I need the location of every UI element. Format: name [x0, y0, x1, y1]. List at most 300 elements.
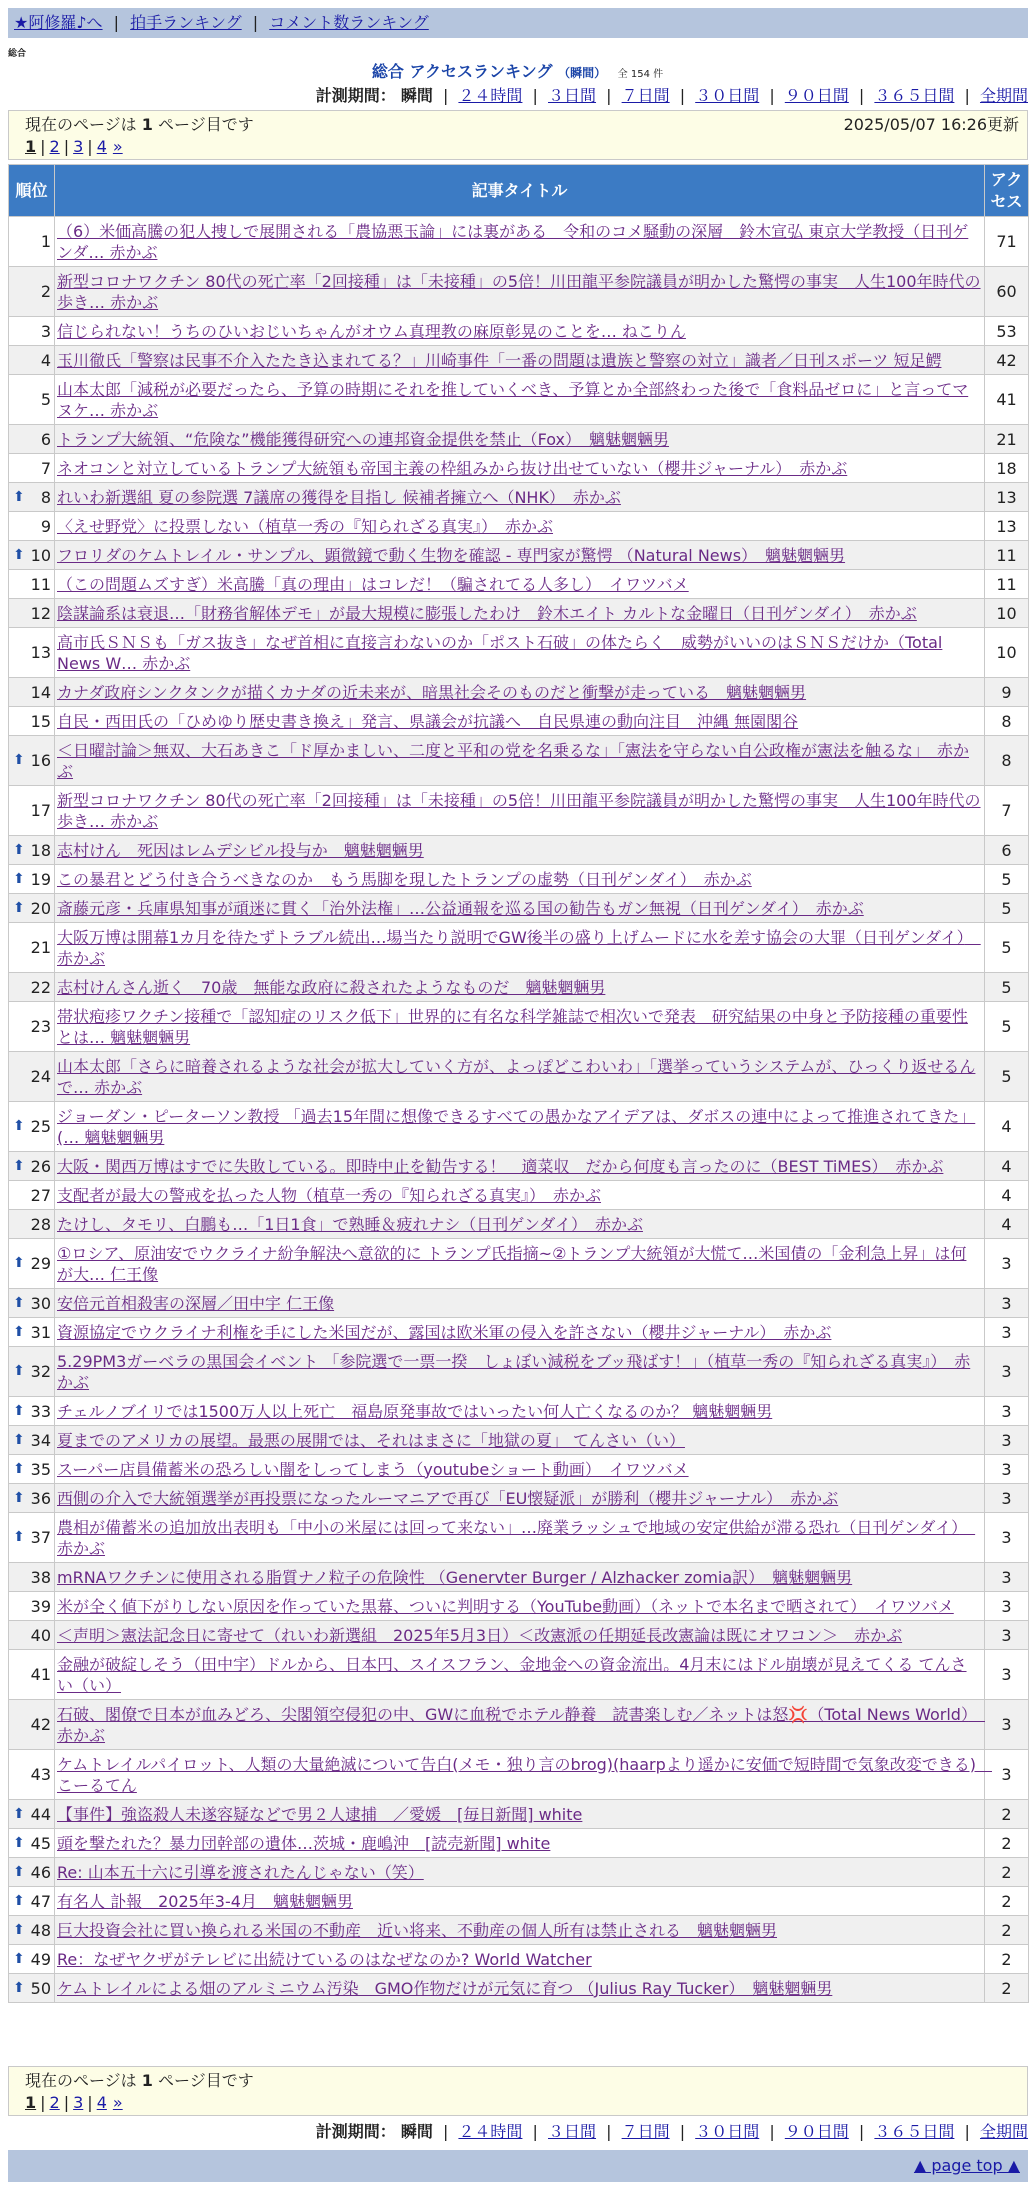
table-row: [9, 1239, 1029, 1289]
rank-number: 16: [30, 751, 51, 770]
rank-number: 44: [30, 1804, 51, 1824]
access-count: 5: [985, 865, 1029, 894]
rank-cell: [9, 1484, 55, 1513]
rank-cell: [9, 1002, 55, 1052]
pager-bottom: [8, 2066, 1028, 2116]
rank-cell: [9, 217, 55, 267]
title-cell: [55, 923, 985, 973]
table-header-row: [9, 165, 1029, 217]
page-status-prefix: 現在のページは: [25, 2071, 137, 2090]
rank-number: 50: [30, 1978, 51, 1998]
access-count: 60: [985, 267, 1029, 317]
article-title-link[interactable]: 信じられない！うちのひいおじいちゃんがオウム真理教の麻原彰晃のことを… ねこりん: [57, 321, 686, 341]
article-title-link[interactable]: （この問題ムズすぎ）米高騰「真の理由」はコレだ！（騙されてる人多し） イワツバメ: [57, 574, 689, 594]
title-cell: [55, 267, 985, 317]
up-arrow-icon: ⬆: [13, 1529, 25, 1545]
article-title-link[interactable]: 資源協定でウクライナ利権を手にした米国だが、露国は欧米軍の侵入を許さない（櫻井ジャーナル） 赤かぶ: [57, 1322, 832, 1342]
rank-cell: [9, 267, 55, 317]
access-count: 10: [985, 599, 1029, 628]
ranking-table: [8, 164, 1029, 2003]
page-link-1[interactable]: 1: [25, 2093, 37, 2112]
table-row: [9, 1002, 1029, 1052]
rank-cell: [9, 454, 55, 483]
access-count: 3: [985, 1484, 1029, 1513]
period-separator: |: [442, 86, 449, 105]
access-count: 3: [985, 1426, 1029, 1455]
title-cell: [55, 1052, 985, 1102]
rank-number: 3: [40, 321, 51, 341]
period-separator: |: [769, 2122, 775, 2141]
period-separator: |: [858, 2122, 865, 2141]
up-arrow-icon: ⬆: [13, 1255, 25, 1271]
rank-cell: [9, 1945, 55, 1974]
nav-separator: |: [252, 13, 259, 32]
article-title-link[interactable]: 志村けんさん逝く 70歳 無能な政府に殺されたようなものだ 魑魅魍魎男: [57, 977, 606, 997]
rank-cell: [9, 1102, 55, 1152]
rank-cell: [9, 1974, 55, 2003]
rank-number: 28: [30, 1214, 51, 1234]
table-row: [9, 1426, 1029, 1455]
rank-number: 15: [30, 711, 51, 731]
access-count: 3: [985, 1318, 1029, 1347]
article-title-link[interactable]: ケムトレイルによる畑のアルミニウム汚染 GMO作物だけが元気に育つ （Julius Ray Tucker） 魑魅魍魎男: [57, 1978, 833, 1998]
table-row: [9, 1974, 1029, 2003]
rank-cell: [9, 1858, 55, 1887]
page-top-link[interactable]: ▲ page top ▲: [913, 2156, 1020, 2175]
period-30d-link[interactable]: ３０日間: [695, 86, 760, 105]
rank-cell: [9, 599, 55, 628]
page-link-2[interactable]: 2: [49, 137, 60, 156]
page-separator: |: [63, 2093, 70, 2112]
access-count: 3: [985, 1563, 1029, 1592]
table-row: [9, 786, 1029, 836]
rank-cell: [9, 1621, 55, 1650]
rank-number: 40: [30, 1625, 51, 1645]
page-status-suffix: ページ目です: [158, 2071, 254, 2090]
table-row: [9, 1210, 1029, 1239]
access-count: 6: [985, 836, 1029, 865]
access-count: 18: [985, 454, 1029, 483]
period-selector-top: [316, 86, 1028, 106]
title-cell: [55, 865, 985, 894]
table-row: [9, 425, 1029, 454]
title-cell: [55, 1650, 985, 1700]
article-title-link[interactable]: ネオコンと対立しているトランプ大統領も帝国主義の枠組みから抜け出せていない（櫻井ジャーナル） 赤かぶ: [57, 458, 848, 478]
article-title-link[interactable]: スーパー店員備蓄米の恐ろしい闇をしってしまう（youtubeショート動画） イワツバメ: [57, 1459, 689, 1479]
period-7d-link[interactable]: ７日間: [621, 2122, 670, 2141]
table-row: [9, 894, 1029, 923]
rank-number: 18: [30, 840, 51, 860]
rank-number: 1: [40, 232, 51, 251]
access-count: 2: [985, 1800, 1029, 1829]
title-cell: [55, 425, 985, 454]
article-title-link[interactable]: 自民・西田氏の「ひめゆり歴史書き換え」発言、県議会が抗議へ 自民県連の動向注目 沖縄 無園閣谷: [57, 711, 799, 731]
article-title-link[interactable]: カナダ政府シンクタンクが描くカナダの近未来が、暗黒社会そのものだと衝撃が走っている 魑魅魍魎男: [57, 682, 807, 702]
access-count: 21: [985, 425, 1029, 454]
article-title-link[interactable]: ＜声明＞憲法記念日に寄せて（れいわ新選組 2025年5月3日）＜改憲派の任期延長改憲論は既にオワコン＞ 赤かぶ: [57, 1625, 903, 1645]
period-current: 瞬間: [400, 86, 433, 105]
article-title-link[interactable]: この暴君とどう付き合うべきなのか もう馬脚を現したトランプの虚勢（日刊ゲンダイ） 赤かぶ: [57, 869, 752, 889]
article-title-link[interactable]: 西側の介入で大統領選挙が再投票になったルーマニアで再び「EU懐疑派」が勝利（櫻井ジャーナル） 赤かぶ: [57, 1488, 839, 1508]
title-cell: [55, 1700, 985, 1750]
table-row: [9, 1887, 1029, 1916]
rank-number: 21: [30, 938, 51, 957]
page-link-4[interactable]: 4: [96, 137, 107, 156]
home-link[interactable]: ★阿修羅♪へ: [14, 13, 103, 32]
access-count: 42: [985, 346, 1029, 375]
comment-ranking-link[interactable]: コメント数ランキング: [269, 13, 429, 32]
page-next-link[interactable]: »: [112, 2093, 123, 2112]
table-row: [9, 1829, 1029, 1858]
access-count: 2: [985, 1858, 1029, 1887]
page-separator: |: [63, 137, 70, 156]
rank-number: 35: [30, 1459, 51, 1479]
title-cell: [55, 599, 985, 628]
rank-cell: [9, 375, 55, 425]
article-title-link[interactable]: （6）米価高騰の犯人捜しで展開される「農協悪玉論」には裏がある 令和のコメ騒動の深層 鈴木宣弘 東京大学教授（日刊ゲンダ… 赤かぶ: [57, 221, 969, 262]
page-link-3[interactable]: 3: [73, 137, 84, 156]
table-row: [9, 1621, 1029, 1650]
rank-cell: [9, 865, 55, 894]
table-row: [9, 570, 1029, 599]
rank-cell: [9, 346, 55, 375]
table-row: [9, 973, 1029, 1002]
access-count: 5: [985, 973, 1029, 1002]
article-title-link[interactable]: ①ロシア、原油安でウクライナ紛争解決へ意欲的に トランプ氏指摘~②トランプ大統領が大慌て…米国債の「金利急上昇」は何が大… 仁王像: [57, 1243, 967, 1284]
title-column-header: 記事タイトル: [55, 165, 985, 217]
access-count: 3: [985, 1289, 1029, 1318]
table-row: [9, 678, 1029, 707]
up-arrow-icon: ⬆: [13, 1834, 25, 1851]
table-row: [9, 1916, 1029, 1945]
article-title-link[interactable]: 金融が破綻しそう（田中宇）ドルから、日本円、スイスフラン、金地金への資金流出。4月末にはドル崩壊が見えてくる てんさい（い）: [57, 1654, 967, 1695]
title-cell: [55, 973, 985, 1002]
period-separator: |: [858, 86, 865, 105]
access-count: 41: [985, 375, 1029, 425]
table-row: [9, 599, 1029, 628]
ranking-table-body: [9, 217, 1029, 2003]
period-current: 瞬間: [400, 2122, 433, 2141]
nav-separator: |: [113, 13, 120, 32]
article-title-link[interactable]: 安倍元首相殺害の深層／田中宇 仁王像: [57, 1293, 335, 1313]
access-count: 5: [985, 894, 1029, 923]
rank-number: 47: [30, 1891, 51, 1911]
title-cell: [55, 1945, 985, 1974]
table-row: [9, 923, 1029, 973]
article-title-link[interactable]: 斎藤元彦・兵庫県知事が頑迷に貫く「治外法権」…公益通報を巡る国の勧告もガン無視（日刊ゲンダイ） 赤かぶ: [57, 898, 864, 918]
article-title-link[interactable]: 支配者が最大の警戒を払った人物（植草一秀の『知られざる真実』） 赤かぶ: [57, 1185, 602, 1205]
period-3d-link[interactable]: ３日間: [548, 86, 597, 105]
article-title-link[interactable]: 帯状疱疹ワクチン接種で「認知症のリスク低下」世界的に有名な科学雑誌で相次いで発表 研究結果の中身と予防接種の重要性とは… 魑魅魍魎男: [57, 1006, 968, 1047]
access-count: 2: [985, 1887, 1029, 1916]
period-all-link[interactable]: 全期間: [979, 2122, 1028, 2141]
article-title-link[interactable]: 山本太郎「さらに暗養されるような社会が拡大していく方が、よっぽどこわいわ」「選挙っていうシステムが、ひっくり返せるんで… 赤かぶ: [57, 1056, 976, 1097]
access-count: 5: [985, 923, 1029, 973]
title-cell: [55, 1002, 985, 1052]
rank-number: 10: [30, 545, 51, 565]
period-separator: |: [679, 86, 686, 105]
rank-cell: [9, 1650, 55, 1700]
title-cell: [55, 786, 985, 836]
title-cell: [55, 1563, 985, 1592]
table-row: [9, 628, 1029, 678]
article-title-link[interactable]: たけし、タモリ、白鵬も…「1日1食」で熟睡＆疲れナシ（日刊ゲンダイ） 赤かぶ: [57, 1214, 643, 1234]
period-separator: |: [964, 86, 970, 105]
article-title-link[interactable]: 新型コロナワクチン 80代の死亡率「2回接種」は「未接種」の5倍！川田龍平参院議員が明かした驚愕の事実 人生100年時代の歩き… 赤かぶ: [57, 271, 981, 312]
rank-number: 39: [30, 1596, 51, 1616]
table-row: [9, 836, 1029, 865]
article-title-link[interactable]: ＜日曜討論＞無双、大石あきこ「ド厚かましい、二度と平和の党を名乗るな」「憲法を守らない自公政権が憲法を触るな」 赤かぶ: [57, 740, 970, 781]
rank-number: 43: [30, 1765, 51, 1784]
article-title-link[interactable]: 志村けん 死因はレムデシビル投与か 魑魅魍魎男: [57, 840, 424, 860]
table-row: [9, 1397, 1029, 1426]
rank-number: 49: [30, 1949, 51, 1969]
access-count: 10: [985, 628, 1029, 678]
period-separator: |: [532, 86, 538, 105]
period-7d-link[interactable]: ７日間: [621, 86, 670, 105]
up-arrow-icon: ⬆: [13, 1363, 25, 1379]
article-title-link[interactable]: 山本太郎「減税が必要だったら、予算の時期にそれを推していくべき、予算とか全部終わった後で「食料品ゼロに」と言ってマヌケ… 赤かぶ: [57, 379, 969, 420]
access-count: 3: [985, 1650, 1029, 1700]
article-title-link[interactable]: 5.29PM3ガーベラの黒国会イベント 「参院選で一票一揆 しょぼい減税をブッ飛ばす！」（植草一秀の『知られざる真実』） 赤かぶ: [57, 1351, 971, 1392]
article-title-link[interactable]: 玉川徹氏「警察は民事不介入たたき込まれてる？」川崎事件「一番の問題は遺族と警察の対立」識者／日刊スポーツ 短足鰐: [57, 350, 942, 370]
rank-cell: [9, 707, 55, 736]
article-title-link[interactable]: Re: 山本五十六に引導を渡されたんじゃない（笑）: [57, 1862, 424, 1882]
up-arrow-icon: ⬆: [13, 546, 25, 563]
page-status-prefix: 現在のページは: [25, 115, 137, 134]
rank-cell: [9, 973, 55, 1002]
article-title-link[interactable]: 陰謀論系は衰退…「財務省解体デモ」が最大規模に膨張したわけ 鈴木エイト カルトな金曜日（日刊ゲンダイ） 赤かぶ: [57, 603, 917, 623]
access-count: 71: [985, 217, 1029, 267]
rank-number: 45: [30, 1833, 51, 1853]
rank-number: 23: [30, 1017, 51, 1036]
pager-top: [8, 110, 1028, 160]
page-link-1[interactable]: 1: [25, 137, 37, 156]
period-90d-link[interactable]: ９０日間: [784, 2122, 849, 2141]
title-cell: [55, 707, 985, 736]
rank-number: 11: [30, 574, 51, 594]
title-cell: [55, 1455, 985, 1484]
period-separator: |: [442, 2122, 449, 2141]
table-row: [9, 1102, 1029, 1152]
clap-ranking-link[interactable]: 拍手ランキング: [130, 13, 242, 32]
title-cell: [55, 678, 985, 707]
access-count: 11: [985, 570, 1029, 599]
up-arrow-icon: ⬆: [13, 1950, 25, 1967]
table-row: [9, 1347, 1029, 1397]
access-count: 8: [985, 707, 1029, 736]
rank-cell: [9, 1318, 55, 1347]
access-count: 4: [985, 1102, 1029, 1152]
rank-cell: [9, 317, 55, 346]
title-cell: [55, 1858, 985, 1887]
title-cell: [55, 1829, 985, 1858]
rank-cell: [9, 736, 55, 786]
rank-number: 20: [30, 898, 51, 918]
period-365d-link[interactable]: ３６５日間: [874, 86, 955, 105]
rank-number: 6: [40, 429, 51, 449]
access-count: 4: [985, 1181, 1029, 1210]
title-cell: [55, 1592, 985, 1621]
access-count: 11: [985, 541, 1029, 570]
page-link-2[interactable]: 2: [49, 2093, 60, 2112]
rank-cell: [9, 894, 55, 923]
article-title-link[interactable]: トランプ大統領、“危険な”機能獲得研究への連邦資金提供を禁止（Fox） 魑魅魍魎男: [57, 429, 669, 449]
rank-number: 9: [40, 516, 51, 536]
table-row: [9, 1650, 1029, 1700]
article-title-link[interactable]: ケムトレイルパイロット、人類の大量絶滅について告白(メモ・独り言のbrog)(haarpより遥かに安価で短時間で気象改変できる) こーるてん: [57, 1754, 992, 1795]
table-row: [9, 541, 1029, 570]
rank-cell: [9, 1800, 55, 1829]
title-cell: [55, 375, 985, 425]
footer-bar: [8, 2150, 1028, 2182]
title-cell: [55, 1397, 985, 1426]
title-cell: [55, 1152, 985, 1181]
table-row: [9, 267, 1029, 317]
page-link-4[interactable]: 4: [96, 2093, 107, 2112]
article-title-link[interactable]: 石破、閣僚で日本が血みどろ、尖閣領空侵犯の中、GWに血税でホテル静養 読書楽しむ／ネットは怒💢（Total News World） 赤かぶ: [57, 1704, 985, 1745]
page-status-number: 1: [141, 115, 153, 134]
article-title-link[interactable]: 〈えせ野党〉に投票しない（植草一秀の『知られざる真実』） 赤かぶ: [57, 516, 554, 536]
up-arrow-icon: ⬆: [13, 1157, 25, 1174]
rank-number: 12: [30, 603, 51, 623]
title-cell: [55, 570, 985, 599]
rank-cell: [9, 1181, 55, 1210]
period-24h-link[interactable]: ２４時間: [458, 2122, 523, 2141]
title-cell: [55, 346, 985, 375]
access-count: 13: [985, 512, 1029, 541]
rank-number: 29: [30, 1254, 51, 1273]
title-cell: [55, 483, 985, 512]
rank-number: 32: [30, 1362, 51, 1381]
table-row: [9, 346, 1029, 375]
page-link-3[interactable]: 3: [73, 2093, 84, 2112]
period-separator: |: [769, 86, 775, 105]
page-status: [25, 2070, 1011, 2091]
page-next-link[interactable]: »: [112, 137, 123, 156]
period-30d-link[interactable]: ３０日間: [695, 2122, 760, 2141]
rank-number: 38: [30, 1567, 51, 1587]
table-row: [9, 865, 1029, 894]
title-cell: [55, 894, 985, 923]
total-count: 全 154 件: [617, 69, 664, 80]
title-cell: [55, 1289, 985, 1318]
page-links: [25, 136, 1011, 157]
title-cell: [55, 1102, 985, 1152]
rank-cell: [9, 786, 55, 836]
table-row: [9, 1700, 1029, 1750]
up-arrow-icon: ⬆: [13, 1979, 25, 1996]
up-arrow-icon: ⬆: [13, 1323, 25, 1340]
rank-cell: [9, 483, 55, 512]
period-24h-link[interactable]: ２４時間: [458, 86, 523, 105]
article-title-link[interactable]: れいわ新選組 夏の参院選 7議席の獲得を目指し 候補者擁立へ（NHK） 赤かぶ: [57, 487, 621, 507]
table-row: [9, 512, 1029, 541]
access-count: 3: [985, 1513, 1029, 1563]
rank-cell: [9, 541, 55, 570]
up-arrow-icon: ⬆: [13, 899, 25, 916]
article-title-link[interactable]: フロリダのケムトレイル・サンプル、顕微鏡で動く生物を確認 - 専門家が驚愕 （Natural News） 魑魅魍魎男: [57, 545, 846, 565]
period-365d-link[interactable]: ３６５日間: [874, 2122, 955, 2141]
rank-number: 22: [30, 977, 51, 997]
rank-number: 5: [40, 390, 51, 409]
article-title-link[interactable]: Re：なぜヤクザがテレビに出続けているのはなぜなのか? World Watcher: [57, 1949, 592, 1969]
title-cell: [55, 1484, 985, 1513]
rank-cell: [9, 923, 55, 973]
article-title-link[interactable]: 有名人 訃報 2025年3-4月 魑魅魍魎男: [57, 1891, 353, 1911]
rank-cell: [9, 1592, 55, 1621]
title-cell: [55, 1750, 992, 1800]
table-row: [9, 317, 1029, 346]
access-count: 4: [985, 1210, 1029, 1239]
period-separator: |: [606, 86, 612, 105]
top-navigation-bar: [8, 8, 1028, 38]
rank-cell: [9, 512, 55, 541]
rank-cell: [9, 836, 55, 865]
period-all-link[interactable]: 全期間: [979, 86, 1028, 105]
article-title-link[interactable]: mRNAワクチンに使用される脂質ナノ粒子の危険性 （Genervter Burger / Alzhacker zomia訳） 魑魅魍魎男: [57, 1567, 853, 1587]
table-row: [9, 1563, 1029, 1592]
access-count: 9: [985, 678, 1029, 707]
period-3d-link[interactable]: ３日間: [548, 2122, 597, 2141]
table-row: [9, 1513, 1029, 1563]
rank-number: 27: [30, 1185, 51, 1205]
table-row: [9, 483, 1029, 512]
title-cell: [55, 454, 985, 483]
article-title-link[interactable]: ジョーダン・ピーターソン教授 「過去15年間に想像できるすべての愚かなアイデアは、ダボスの連中によって推進されてきた」(… 魑魅魍魎男: [57, 1106, 976, 1147]
article-title-link[interactable]: 巨大投資会社に買い換られる米国の不動産 近い将来、不動産の個人所有は禁止される 魑魅魍魎男: [57, 1920, 778, 1940]
article-title-link[interactable]: 米が全く値下がりしない原因を作っていた黒幕、ついに判明する（YouTube動画）（ネットで本名まで晒されて） イワツバメ: [57, 1596, 954, 1616]
rank-cell: [9, 1347, 55, 1397]
up-arrow-icon: ⬆: [13, 1921, 25, 1938]
access-count: 3: [985, 1347, 1029, 1397]
article-title-link[interactable]: 農相が備蓄米の追加放出表明も「中小の米屋には回って来ない」…廃業ラッシュで地域の安定供給が滞る恐れ（日刊ゲンダイ） 赤かぶ: [57, 1517, 976, 1558]
access-count: 13: [985, 483, 1029, 512]
title-cell: [55, 836, 985, 865]
period-90d-link[interactable]: ９０日間: [784, 86, 849, 105]
access-count: 2: [985, 1974, 1029, 2003]
access-count: 4: [985, 1152, 1029, 1181]
table-row: [9, 1152, 1029, 1181]
article-title-link[interactable]: 高市氏ＳＮＳも「ガス抜き」なぜ首相に直接言わないのか「ポスト石破」の体たらく 威勢がいいのはＳＮＳだけか（Total News W… 赤かぶ: [57, 632, 943, 673]
article-title-link[interactable]: 新型コロナワクチン 80代の死亡率「2回接種」は「未接種」の5倍！川田龍平参院議員が明かした驚愕の事実 人生100年時代の歩き… 赤かぶ: [57, 790, 981, 831]
article-title-link[interactable]: 大阪・関西万博はすでに失敗している。即時中止を勧告する！ 適菜収 だから何度も言ったのに（BEST TiMES） 赤かぶ: [57, 1156, 944, 1176]
period-selector-bottom: [316, 2122, 1028, 2142]
article-title-link[interactable]: 【事件】強盗殺人未遂容疑などで男２人逮捕 ／愛媛 [毎日新聞] white: [57, 1804, 583, 1824]
rank-cell: [9, 570, 55, 599]
updated-timestamp: 2025/05/07 16:26更新: [843, 115, 1019, 134]
rank-cell: [9, 1563, 55, 1592]
rank-number: 24: [30, 1067, 51, 1086]
rank-number: 37: [30, 1528, 51, 1547]
title-cell: [55, 317, 985, 346]
period-separator: |: [964, 2122, 970, 2141]
page-separator: |: [40, 2093, 46, 2112]
article-title-link[interactable]: 夏までのアメリカの展望。最悪の展開では、それはまさに「地獄の夏」 てんさい（い）: [57, 1430, 685, 1450]
title-cell: [55, 1800, 985, 1829]
article-title-link[interactable]: 頭を撃たれた？暴力団幹部の遺体…茨城・鹿嶋沖 [読売新聞] white: [57, 1833, 551, 1853]
up-arrow-icon: ⬆: [13, 1431, 25, 1448]
table-row: [9, 1181, 1029, 1210]
article-title-link[interactable]: チェルノブイリでは1500万人以上死亡 福島原発事故ではいったい何人亡くなるのか？ 魑魅魍魎男: [57, 1401, 773, 1421]
article-title-link[interactable]: 大阪万博は開幕1カ月を待たずトラブル続出…場当たり説明でGW後半の盛り上げムードに水を差す協会の大罪（日刊ゲンダイ） 赤かぶ: [57, 927, 981, 968]
rank-number: 41: [30, 1665, 51, 1684]
title-cell: [55, 1887, 985, 1916]
access-count: 3: [985, 1239, 1029, 1289]
access-count: 5: [985, 1002, 1029, 1052]
table-row: [9, 1289, 1029, 1318]
rank-number: 36: [30, 1488, 51, 1508]
